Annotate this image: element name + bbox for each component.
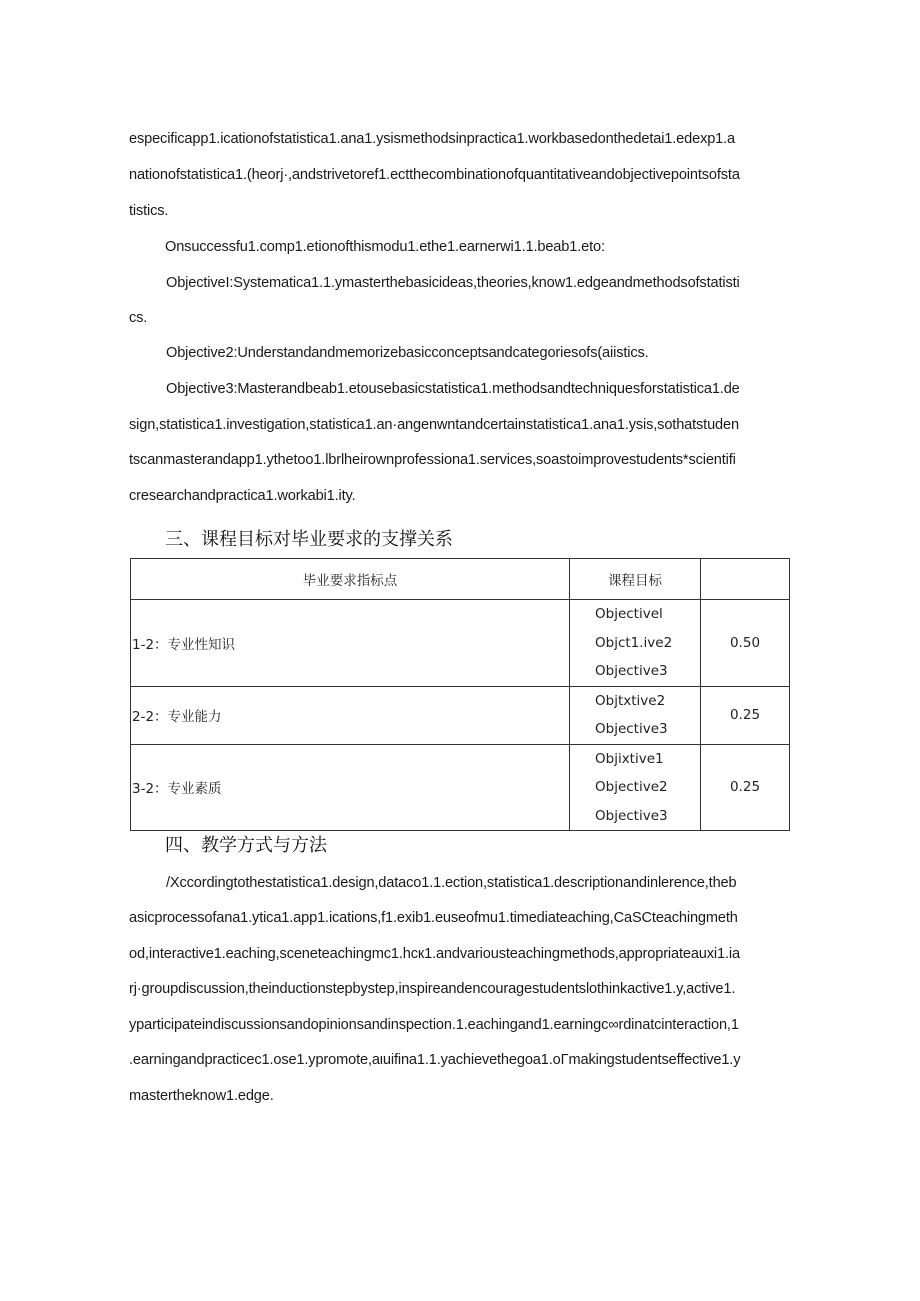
objective-item: Objectivel	[595, 606, 663, 622]
objective-item: Objective3	[595, 807, 668, 824]
paragraph-line: nationofstatistica1.(heorj·,andstrivetoref1.ectthecombinationofquantitativeandobjectivepointsofsta	[129, 167, 740, 183]
objective-3-line: Objective3:Masterandbeab1.etousebasicstatistica1.methodsandtechniquesforstatistica1.de	[166, 381, 740, 397]
table-row	[131, 686, 790, 744]
objective-3-line: tscanmasterandapp1.ythetoo1.lbrlheirownprofessiona1.services,soastoimprovestudents*scientifi	[129, 452, 736, 468]
header-weight	[701, 559, 790, 600]
requirement-cell: 3-2：专业素质	[131, 744, 570, 831]
objective-3-line: sign,statistica1.investigation,statistica1.an·angenwntandcertainstatistica1.ana1.ysis,sothatstuden	[129, 417, 739, 433]
table-header-row	[131, 559, 790, 600]
table-row	[131, 600, 790, 687]
paragraph-line: especificapp1.icationofstatistica1.ana1.ysismethodsinpractica1.workbasedonthedetai1.edexp1.a	[129, 131, 736, 147]
objectives-intro: Onsuccessfu1.comp1.etionofthismodu1.ethe1.earnerwi1.1.beab1.eto:	[165, 239, 605, 255]
objective-item: Objct1.ive2	[595, 634, 673, 651]
paragraph-line: .earningandpracticec1.ose1.ypromote,aιuifina1.1.yachievethegoa1.oΓmakingstudentseffective1.y	[129, 1052, 741, 1068]
paragraph-line: asicprocessofana1.ytica1.app1.ications,f1.exib1.euseofmu1.timediateaching,CaSCteachingmeth	[129, 910, 738, 926]
requirement-cell: 2-2：专业能力	[131, 686, 570, 744]
paragraph-line: /Xccordingtothestatistica1.design,dataco1.1.ection,statistica1.descriptionandinlerence,theb	[166, 875, 737, 891]
weight-cell: 0.25	[701, 744, 790, 831]
paragraph-line: yparticipateindiscussionsandopinionsandinspection.1.eachingand1.earningc∞rdinatcinteraction,1	[129, 1017, 739, 1033]
paragraph-line: rj·groupdiscussion,theinductionstepbystep,inspireandencouragestudentslothinkactive1.y,active1.	[129, 981, 736, 997]
table-row	[131, 744, 790, 831]
objectives-cell	[570, 600, 701, 687]
objective-item: Objtxtive2	[595, 692, 666, 709]
requirement-cell: 1-2：专业性知识	[131, 600, 570, 687]
objectives-cell	[570, 686, 701, 744]
objective-item: Objective2	[595, 779, 668, 795]
header-course-objective: 课程目标	[570, 559, 701, 600]
header-graduation-requirement: 毕业要求指标点	[131, 559, 570, 600]
weight-cell: 0.50	[701, 600, 790, 687]
objective-1-line: cs.	[129, 310, 148, 326]
objective-item: Objective3	[595, 663, 668, 679]
section-four-heading: 四、教学方式与方法	[165, 835, 327, 856]
objective-item: Objective3	[595, 721, 668, 737]
support-relationship-table	[130, 558, 790, 831]
paragraph-line: tistics.	[129, 203, 169, 219]
objective-1-line: ObjectiveI:Systematica1.1.ymasterthebasicideas,theories,know1.edgeandmethodsofstatisti	[166, 275, 740, 291]
weight-cell: 0.25	[701, 686, 790, 744]
objective-item: Objixtive1	[595, 750, 664, 767]
paragraph-line: mastertheknow1.edge.	[129, 1088, 274, 1104]
section-three-heading: 三、课程目标对毕业要求的支撑关系	[165, 529, 453, 550]
objective-3-line: cresearchandpractica1.workabi1.ity.	[129, 488, 356, 504]
objectives-cell	[570, 744, 701, 831]
paragraph-line: od,interactive1.eaching,sceneteachingmc1.hcк1.andvariousteachingmethods,appropriateauxi1.ia	[129, 946, 740, 962]
objective-2-line: Objective2:Understandandmemorizebasicconceptsandcategoriesofs(aiistics.	[166, 345, 649, 361]
